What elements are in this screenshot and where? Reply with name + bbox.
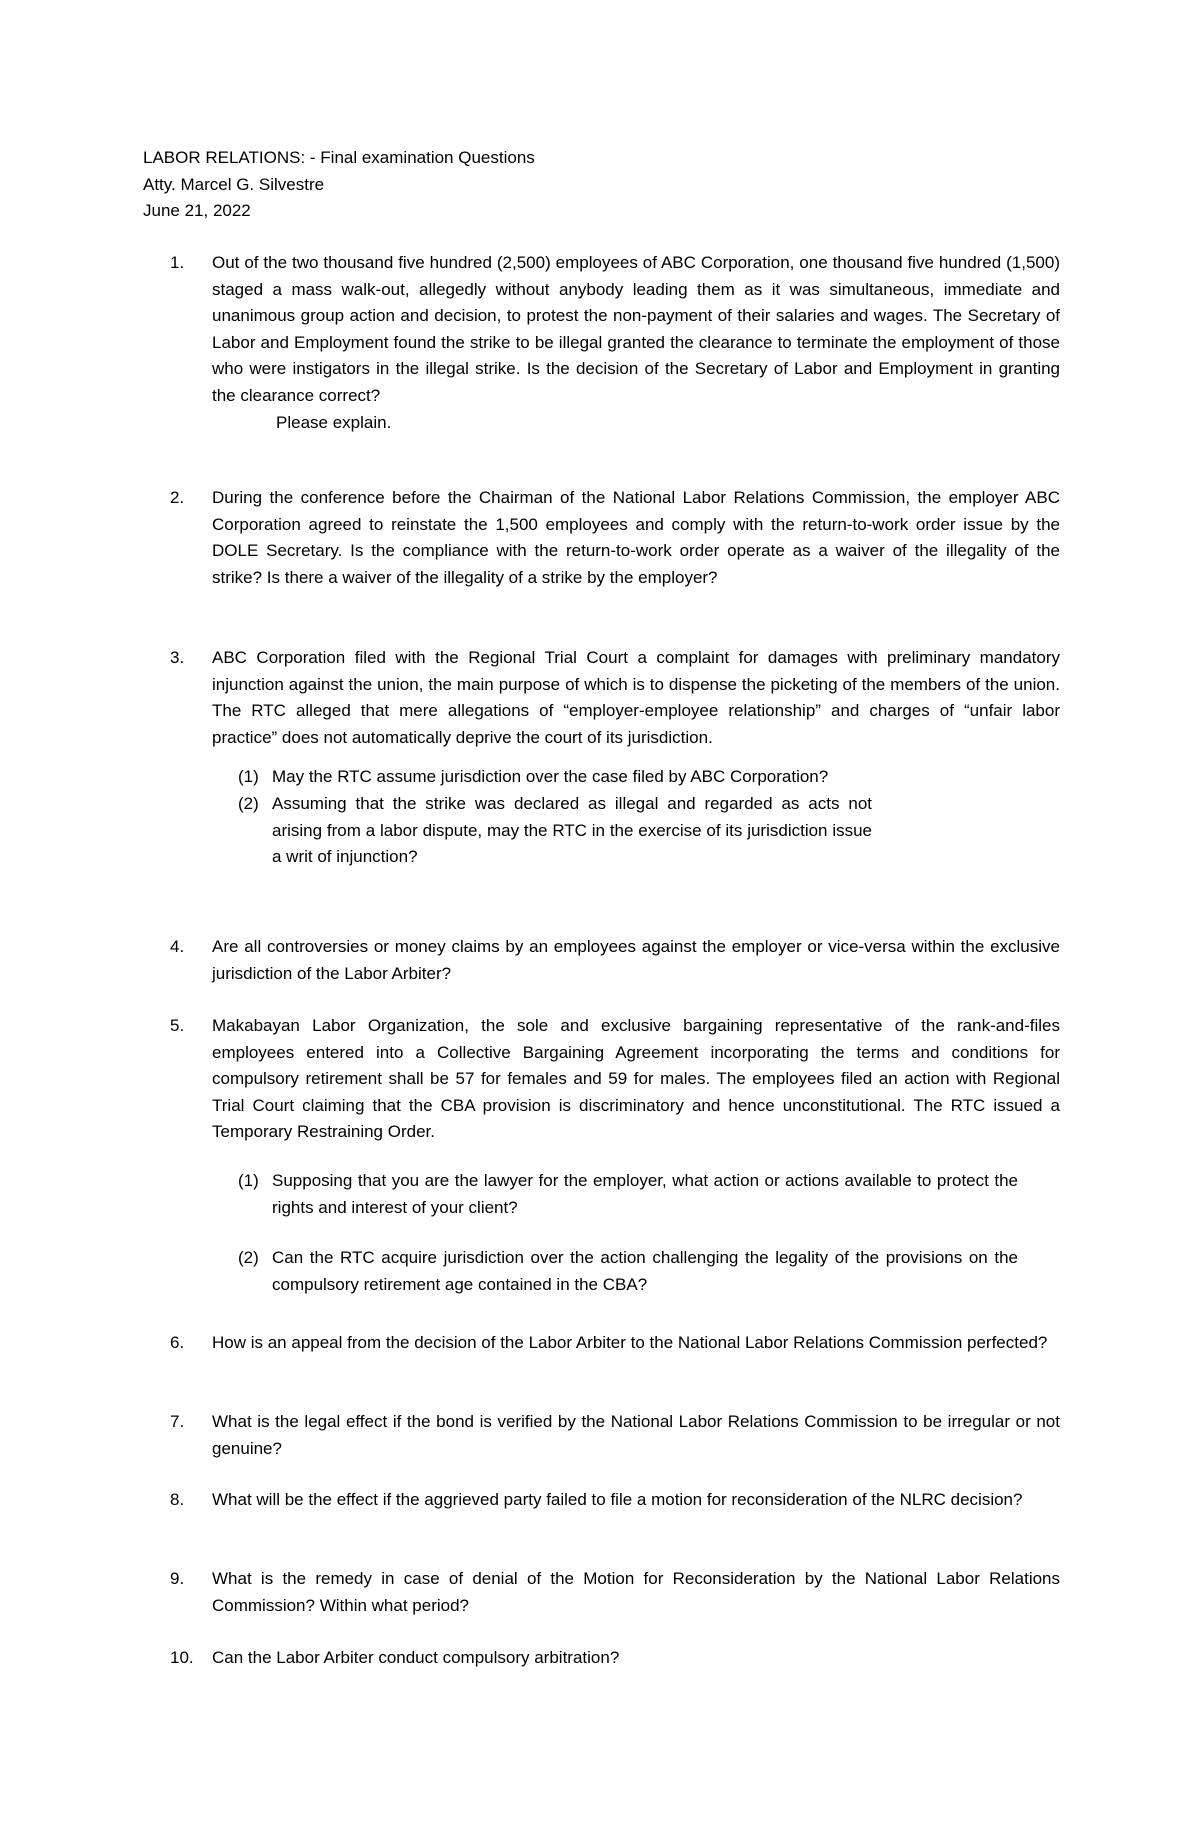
question-text: What will be the effect if the aggrieved party failed to file a motion for reconsideration of the NLRC decision?: [212, 1490, 1023, 1509]
instructor-name: Atty. Marcel G. Silvestre: [143, 174, 325, 194]
sub-question-number: (1): [238, 767, 259, 787]
question-number: 3.: [170, 648, 185, 667]
question-text: During the conference before the Chairman of the National Labor Relations Commission, the employer ABC Corporation agreed to reinstate the 1,500 employees and comply with the return-to-work order issue by the DOLE Secretary. Is the compliance with the return-to-work order operate as a waiver of the illegality of the strike? Is there a waiver of the illegality of a strike by the employer?: [212, 488, 1060, 587]
question-text: Out of the two thousand five hundred (2,500) employees of ABC Corporation, one thousand five hundred (1,500) staged a mass walk-out, allegedly without anybody leading them as it was simultaneous, immediate and unanimous group action and decision, to protest the non-payment of their salaries and wages. The Secretary of Labor and Employment found the strike to be illegal granted the clearance to terminate the employment of those who were instigators in the illegal strike. Is the decision of the Secretary of Labor and Employment in granting the clearance correct?: [212, 253, 1060, 405]
question-number: 1.: [170, 253, 185, 272]
question-text: What is the remedy in case of denial of the Motion for Reconsideration by the National Labor Relations Commission? Within what period?: [212, 1569, 1060, 1615]
question-3: [170, 645, 1060, 871]
sub-question-text: May the RTC assume jurisdiction over the case filed by ABC Corporation?: [272, 767, 829, 787]
sub-question: [238, 764, 1018, 791]
question-number: 5.: [170, 1016, 185, 1035]
question-number: 10.: [170, 1648, 194, 1667]
question-number: 2.: [170, 488, 185, 507]
exam-date: June 21, 2022: [143, 201, 251, 221]
question-5: [170, 1013, 1060, 1298]
question-text: What is the legal effect if the bond is verified by the National Labor Relations Commission to be irregular or not genuine?: [212, 1412, 1060, 1458]
question-number: 6.: [170, 1333, 185, 1352]
question-text: Can the Labor Arbiter conduct compulsory arbitration?: [212, 1648, 620, 1667]
question-6: [170, 1330, 1060, 1357]
sub-question: [238, 1168, 1018, 1221]
sub-question-list: [170, 1168, 1060, 1298]
question-8: [170, 1487, 1060, 1514]
sub-question-number: (1): [238, 1170, 259, 1190]
sub-question: [238, 791, 1018, 871]
question-text: ABC Corporation filed with the Regional Trial Court a complaint for damages with preliminary mandatory injunction against the union, the main purpose of which is to dispense the picketing of the members of the union. The RTC alleged that mere allegations of “employer-employee relationship” and charges of “unfair labor practice” does not automatically deprive the court of its jurisdiction.: [212, 648, 1060, 747]
question-number: 8.: [170, 1490, 185, 1509]
sub-question-text: Supposing that you are the lawyer for the employer, what action or actions available to protect the rights and interest of your client?: [272, 1170, 1018, 1217]
question-10: [170, 1645, 1060, 1672]
question-text: Makabayan Labor Organization, the sole and exclusive bargaining representative of the rank-and-files employees entered into a Collective Bargaining Agreement incorporating the terms and conditions for compulsory retirement shall be 57 for females and 59 for males. The employees filed an action with Regional Trial Court claiming that the CBA provision is discriminatory and hence unconstitutional. The RTC issued a Temporary Restraining Order.: [212, 1016, 1060, 1142]
question-number: 4.: [170, 937, 185, 956]
document-header: [143, 145, 1063, 225]
question-2: [170, 485, 1060, 591]
question-text: Are all controversies or money claims by an employees against the employer or vice-versa within the exclusive jurisdiction of the Labor Arbiter?: [212, 937, 1060, 983]
sub-question-number: (2): [238, 793, 259, 813]
sub-question-list: [170, 764, 1060, 870]
question-instruction: Please explain.: [276, 412, 392, 432]
question-4: [170, 934, 1060, 987]
question-1: [170, 250, 1060, 436]
question-7: [170, 1409, 1060, 1462]
question-9: [170, 1566, 1060, 1619]
question-number: 7.: [170, 1412, 185, 1431]
document-title: LABOR RELATIONS: - Final examination Questions: [143, 148, 535, 167]
sub-question-number: (2): [238, 1248, 259, 1268]
sub-question-text: Assuming that the strike was declared as illegal and regarded as acts not arising from a labor dispute, may the RTC in the exercise of its jurisdiction issue a writ of injunction?: [272, 793, 872, 867]
question-text: How is an appeal from the decision of the Labor Arbiter to the National Labor Relations Commission perfected?: [212, 1333, 1048, 1352]
sub-question-text: Can the RTC acquire jurisdiction over the action challenging the legality of the provisions on the compulsory retirement age contained in the CBA?: [272, 1248, 1018, 1294]
question-number: 9.: [170, 1569, 185, 1588]
sub-question: [238, 1245, 1018, 1298]
